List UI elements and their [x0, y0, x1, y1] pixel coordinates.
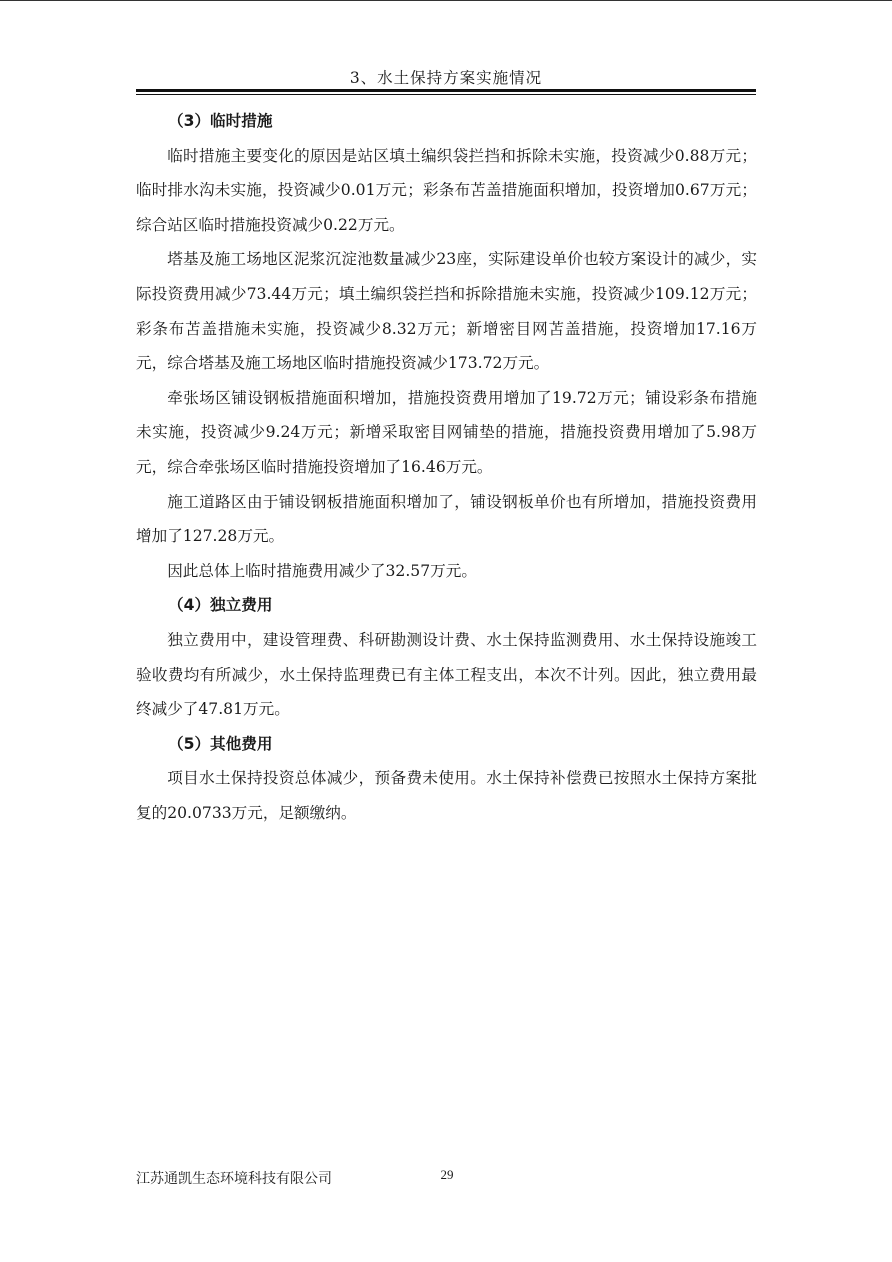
- running-header-title: 3、水土保持方案实施情况: [349, 69, 543, 87]
- page-top-border: [0, 0, 892, 1]
- document-body: [136, 104, 757, 830]
- paragraph: 塔基及施工场地区泥浆沉淀池数量减少23座，实际建设单价也较方案设计的减少，实际投资费用减少73.44万元；填土编织袋拦挡和拆除措施未实施，投资减少109.12万元；彩条布苫盖措施未实施，投资减少8.32万元；新增密目网苫盖措施，投资增加17.16万元，综合塔基及施工场地区临时措施投资减少173.72万元。: [136, 250, 757, 373]
- section-heading-independent-costs: （4）独立费用: [168, 596, 273, 615]
- footer-company-name: 江苏通凯生态环境科技有限公司: [136, 1171, 332, 1187]
- paragraph: 独立费用中，建设管理费、科研勘测设计费、水土保持监测费用、水土保持设施竣工验收费均有所减少，水土保持监理费已有主体工程支出，本次不计列。因此，独立费用最终减少了47.81万元。: [136, 630, 757, 719]
- paragraph: 牵张场区铺设钢板措施面积增加，措施投资费用增加了19.72万元；铺设彩条布措施未实施，投资减少9.24万元；新增采取密目网铺垫的措施，措施投资费用增加了5.98万元，综合牵张场区临时措施投资增加了16.46万元。: [136, 388, 757, 476]
- section-heading-other-costs: （5）其他费用: [168, 734, 273, 753]
- paragraph: 因此总体上临时措施费用减少了32.57万元。: [167, 561, 477, 580]
- page-number: 29: [440, 1167, 454, 1182]
- header-rule-thin: [136, 94, 756, 95]
- paragraph: 施工道路区由于铺设钢板措施面积增加了，铺设钢板单价也有所增加，措施投资费用增加了127.28万元。: [136, 492, 757, 546]
- header-rule-thick: [136, 89, 756, 92]
- paragraph: 项目水土保持投资总体减少，预备费未使用。水土保持补偿费已按照水土保持方案批复的20.0733万元，足额缴纳。: [136, 769, 757, 822]
- paragraph: 临时措施主要变化的原因是站区填土编织袋拦挡和拆除未实施，投资减少0.88万元；临时排水沟未实施，投资减少0.01万元；彩条布苫盖措施面积增加，投资增加0.67万元；综合站区临时措施投资减少0.22万元。: [136, 146, 757, 234]
- section-heading-temporary-measures: （3）临时措施: [168, 112, 273, 130]
